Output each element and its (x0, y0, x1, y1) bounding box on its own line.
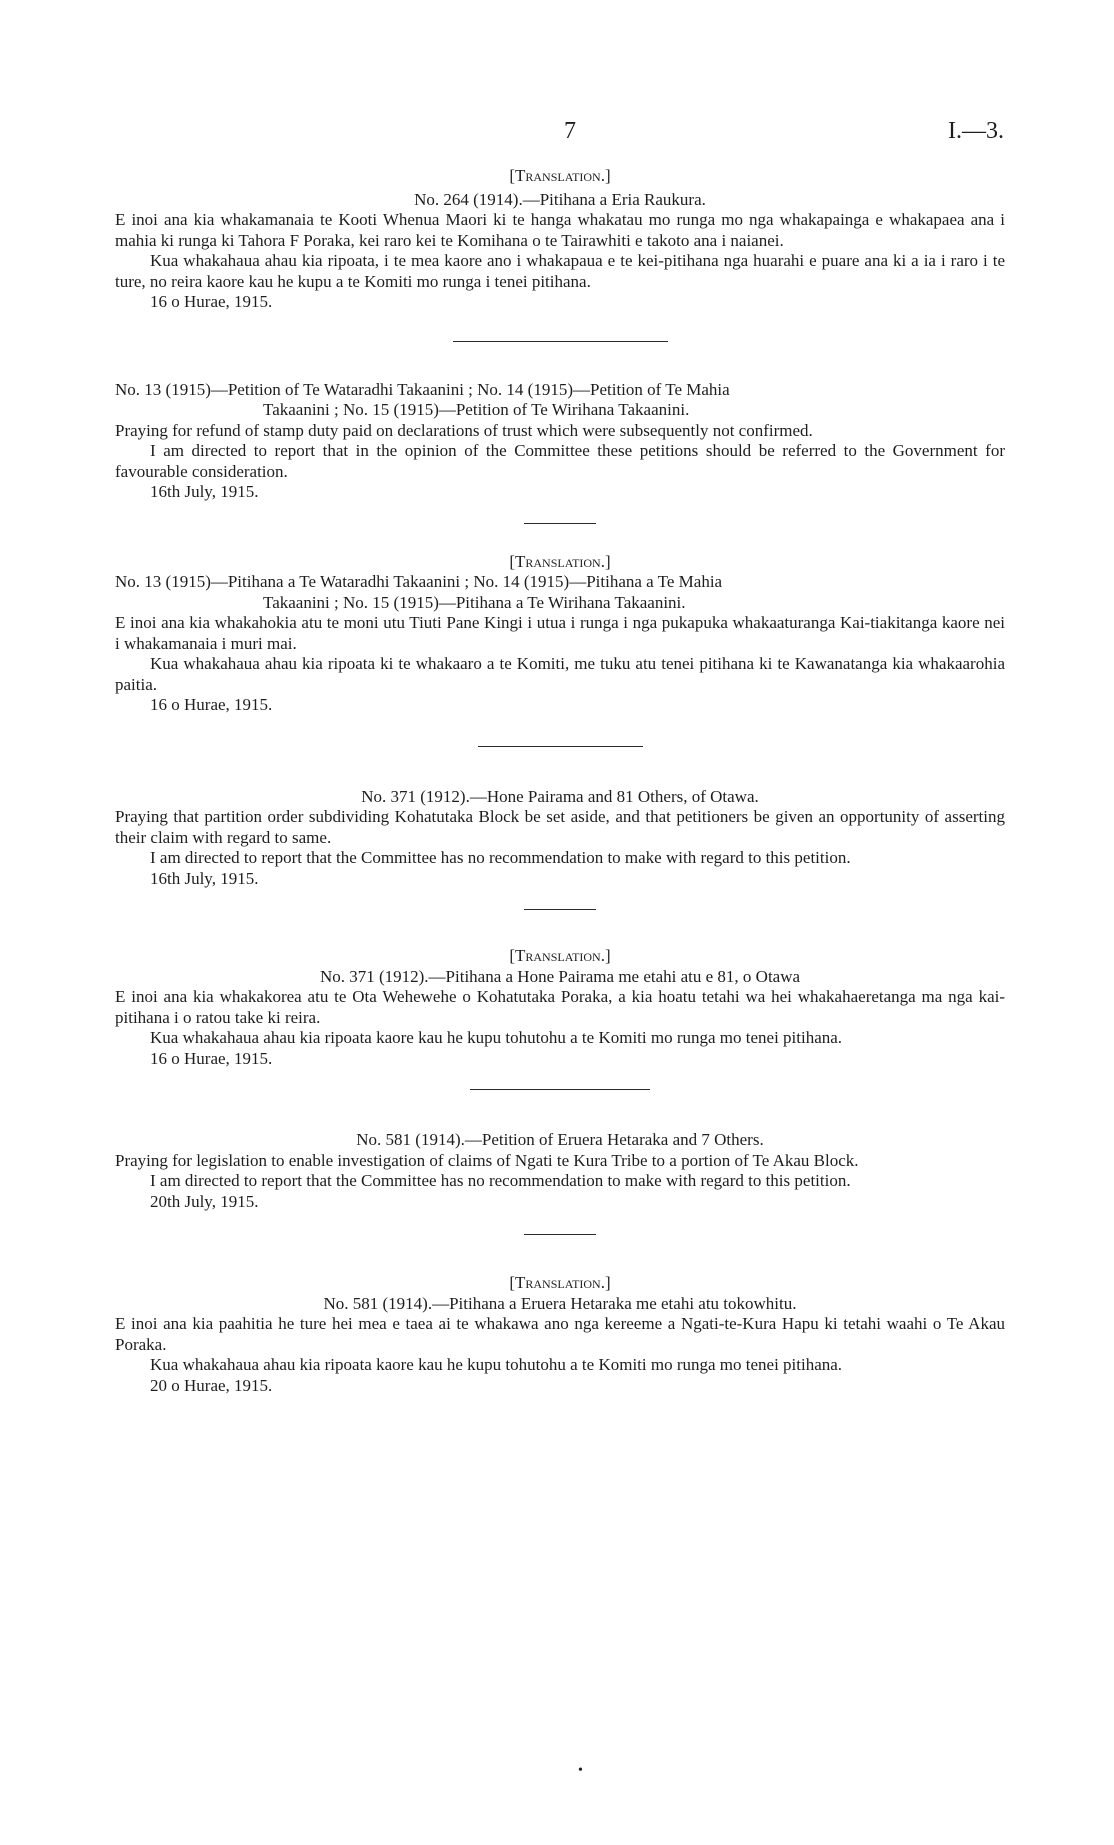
section-date: 16th July, 1915. (150, 868, 259, 888)
section-title: No. 264 (1914).—Pitihana a Eria Raukura. (414, 189, 706, 209)
section-title-continued: Takaanini ; No. 15 (1915)—Petition of Te Wirihana Takaanini. (263, 400, 690, 419)
section-title-continued: Takaanini ; No. 15 (1915)—Pitihana a Te Wirihana Takaanini. (263, 592, 686, 612)
translation-label: [Translation.] (509, 166, 611, 185)
page-number: 7 (564, 118, 576, 144)
translation-label: [Translation.] (509, 1273, 611, 1292)
section-581-translation (115, 1273, 1005, 1396)
section-paragraph: Kua whakahaua ahau kia ripoata, i te mea kaore ano i whakapaua e te kei-pitihana nga huarahi e puare ana ki a ia i raro i te ture, no reira kaore kau he kupu a te Komiti mo runga i tenei pitihana. (115, 251, 1005, 291)
section-paragraph: E inoi ana kia paahitia he ture hei mea e taea ai te whakawa ano nga kereeme a Ngati-te-Kura Hapu ki tetahi waahi o Te Akau Poraka. (115, 1314, 1005, 1354)
section-divider (524, 523, 596, 524)
section-paragraph: Kua whakahaua ahau kia ripoata kaore kau he kupu tohutohu a te Komiti mo runga mo tenei pitihana. (150, 1028, 843, 1047)
section-title: No. 371 (1912).—Pitihana a Hone Pairama me etahi atu e 81, o Otawa (319, 966, 801, 986)
section-date: 20th July, 1915. (150, 1191, 259, 1211)
section-date: 16th July, 1915. (150, 482, 259, 501)
section-paragraph: Kua whakahaua ahau kia ripoata kaore kau he kupu tohutohu a te Komiti mo runga mo tenei pitihana. (150, 1355, 843, 1374)
translation-label: [Translation.] (509, 551, 611, 571)
section-date: 16 o Hurae, 1915. (150, 1048, 273, 1068)
document-body (115, 166, 1005, 1396)
section-divider (478, 746, 643, 747)
section-divider (470, 1089, 650, 1090)
section-date: 20 o Hurae, 1915. (150, 1375, 273, 1395)
section-divider (524, 909, 596, 910)
section-title: No. 13 (1915)—Pitihana a Te Wataradhi Takaanini ; No. 14 (1915)—Pitihana a Te Mahia (115, 572, 723, 591)
document-reference: I.—3. (948, 118, 1004, 144)
section-paragraph: I am directed to report that in the opinion of the Committee these petitions should be referred to the Government for favourable consideration. (115, 441, 1005, 481)
section-paragraph: I am directed to report that the Committee has no recommendation to make with regard to this petition. (150, 848, 851, 867)
section-paragraph: E inoi ana kia whakahokia atu te moni utu Tiuti Pane Kingi i utua i runga i nga pukapuka whakaaturanga Kai-tiakitanga kaore nei i whakamanaia i muri mai. (115, 613, 1005, 653)
section-371 (115, 787, 1005, 890)
section-date: 16 o Hurae, 1915. (150, 292, 273, 311)
section-title: No. 13 (1915)—Petition of Te Wataradhi Takaanini ; No. 14 (1915)—Petition of Te Mahia (115, 379, 730, 399)
section-paragraph: Kua whakahaua ahau kia ripoata ki te whakaaro a te Komiti, me tuku atu tenei pitihana ki te Kawanatanga kia whakaarohia paitia. (115, 654, 1005, 694)
footer-mark: • (578, 1763, 583, 1778)
section-date: 16 o Hurae, 1915. (150, 695, 273, 714)
section-paragraph: I am directed to report that the Committee has no recommendation to make with regard to this petition. (150, 1171, 851, 1190)
section-264-translation (115, 166, 1005, 313)
section-paragraph: Praying for legislation to enable investigation of claims of Ngati te Kura Tribe to a portion of Te Akau Block. (115, 1150, 859, 1170)
section-paragraph: E inoi ana kia whakamanaia te Kooti Whenua Maori ki te hanga whakatau mo runga mo nga whakapainga e whakapaea ana i mahia ki runga ki Tahora F Poraka, kei raro kei te Komihana o te Tairawhiti e takoto ana i naianei. (115, 210, 1005, 250)
section-paragraph: Praying that partition order subdividing Kohatutaka Block be set aside, and that petitioners be given an opportunity of asserting their claim with regard to same. (115, 807, 1005, 847)
section-divider (524, 1234, 596, 1235)
translation-label: [Translation.] (509, 946, 611, 965)
section-title: No. 371 (1912).—Hone Pairama and 81 Others, of Otawa. (361, 786, 759, 806)
section-divider (453, 341, 668, 342)
section-paragraph: Praying for refund of stamp duty paid on declarations of trust which were subsequently not confirmed. (115, 420, 813, 440)
section-371-translation (115, 946, 1005, 1069)
section-13-15 (115, 380, 1005, 503)
section-581 (115, 1130, 1005, 1212)
section-title: No. 581 (1914).—Pitihana a Eruera Hetaraka me etahi atu tokowhitu. (323, 1293, 797, 1313)
section-paragraph: E inoi ana kia whakakorea atu te Ota Wehewehe o Kohatutaka Poraka, a kia hoatu tetahi wa hei whakahaeretanga ma nga kai-pitihana i o ratou take ki reira. (115, 987, 1005, 1027)
section-13-15-translation (115, 552, 1005, 716)
section-title: No. 581 (1914).—Petition of Eruera Hetaraka and 7 Others. (356, 1130, 764, 1149)
